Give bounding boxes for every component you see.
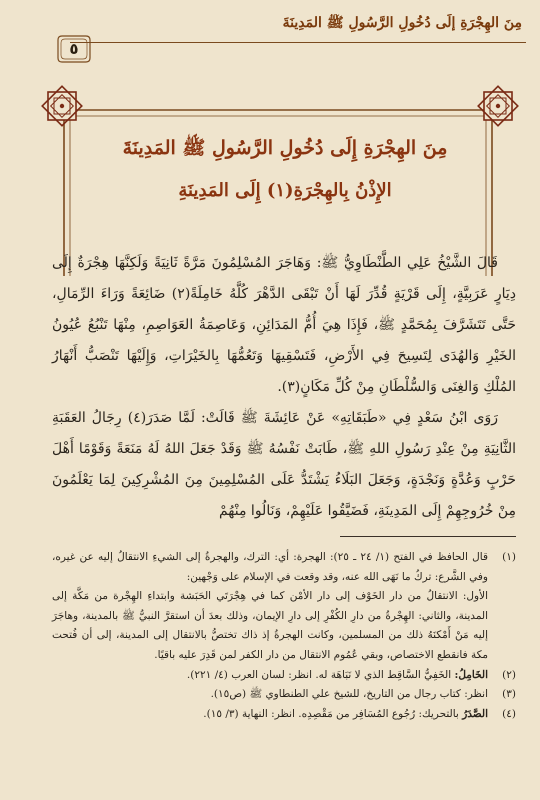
- footnotes: [52, 548, 516, 724]
- chapter-title: مِنَ الهِجْرَةِ إِلَى دُخُولِ الرَّسُولِ ﷺ المَدِينَةَ: [122, 137, 448, 159]
- page-number-badge: [56, 34, 92, 64]
- page-number: ٥: [69, 40, 79, 58]
- running-title: مِنَ الهِجْرَةِ إلَى دُخُولِ الرَّسُولِ ﷺ المَدِينَةَ: [282, 15, 522, 31]
- footnote-text: [52, 666, 488, 686]
- footnote-text: انظر: كتاب رجال من التاريخ، للشيخ علي الطنطاوي ﷺ (ص١٥).: [210, 688, 488, 701]
- footnote-separator: [340, 536, 516, 537]
- footnote-item: [52, 666, 516, 686]
- footnote-text: قال الحافظ في الفتح (١/ ٢٤ ـ ٢٥): الهجرة: أي: الترك، والهجرةُ إلى الشيءِ الانتقالُ إليه عن غيره، وفي الشَّرع: تركُ ما نَهَى الله عنه، وقد وقعت في الإسلام على وَجْهين:: [52, 551, 488, 583]
- footnote-item: [52, 548, 516, 587]
- main-text: [52, 248, 516, 527]
- footnote-term: الصَّدَرُ: [462, 707, 488, 720]
- footnote-number: (٤): [502, 707, 516, 720]
- footnote-number: (٣): [502, 688, 516, 701]
- footnote-text: [52, 705, 488, 725]
- footnote-definition: بالتحريك: رُجُوع المُسَافِر من مَقْصِدِه. انظر: النهاية (٣/ ١٥).: [203, 707, 463, 720]
- footnote-continuation: الأول: الانتقالُ من دار الخَوْف إلى دار الأمْن كما في هِجْرَتَي الحَبَشة وابتداءِ الهِجْرة من مَكَّة إلى المدينة، والثاني: الهِجْرةُ من دارِ الكُفْرِ إلى دارِ الإيمان، وذلك بعدَ أن استقرَّ النبيُّ ﷺ بالمدينة، وهاجَرَ إليه مَنْ أَمْكنَهُ ذلك من المسلمين، وكانت الهجرةُ إذ ذاك تختصُّ بالانتقال إلى المدينة، إلى أن فُتحت مكة فانقطع الاختصاص، وبقي عُمُوم الانتقال من دار الكفر لمن قَدِرَ عليه باقيًا.: [52, 590, 488, 661]
- footnote-number: (١): [502, 551, 516, 563]
- footnote-item: [52, 705, 516, 725]
- footnote-definition: الخَفِيُّ السَّاقِط الذي لا نَبَاهَة له. انظر: لسان العرب (٤/ ٢٢١).: [186, 668, 455, 681]
- section-title: الإِذْنُ بِالهِجْرَةِ(١) إِلَى المَدِينَةِ: [178, 180, 392, 201]
- body-paragraph: قَالَ الشَّيْخُ عَلِي الطَّنْطَاوِيُّ ﷺ: وَهَاجَرَ المُسْلِمُونَ مَرَّةً ثَانِيَةً وَلَكِنَّهَا هِجْرَةٌ إِلَى دِيَارٍ عَرَبِيَّةٍ، إِلَى قَرْيَةٍ قُدِّرَ لَهَا أَنْ تَبْقَى الدَّهْرَ كُلَّهُ خَامِلَةً(٢) ضَائِعَةً وَرَاءَ الرِّمَالِ، حَتَّى تَتَشَرَّفَ بِمُحَمَّدٍ ﷺ، فَإِذَا هِيَ أُمُّ المَدَائِنِ، وَعَاصِمَةُ العَوَاصِمِ، مِنْهَا تَنْبُعُ عُيُونُ الخَيْرِ وَالهُدَى لِتَسِيحَ فِي الأَرْضِ، فَتَسْقِيهَا وَتَعُمُّهَا بِالخَيْرَاتِ، وَإِلَيْهَا تَنْصَبُّ أَنْهَارُ المُلْكِ وَالغِنَى وَالسُّلْطَانِ مِنْ كُلِّ مَكَانٍ(٣).: [52, 255, 517, 395]
- footnote-term: الخَامِلُ:: [454, 668, 488, 681]
- footnote-item: [52, 685, 516, 705]
- body-paragraph: رَوَى ابْنُ سَعْدٍ فِي «طَبَقَاتِهِ» عَنْ عَائِشَةَ ﷺ قَالَتْ: لَمَّا صَدَرَ(٤) رِجَالُ العَقَبَةِ الثَّانِيَةِ مِنْ عِنْدِ رَسُولِ اللهِ ﷺ، طَابَتْ نَفْسُهُ ﷺ وَقَدْ جَعَلَ اللهُ لَهُ مَنَعَةً وَقَوْمًا أَهْلَ حَرْبٍ وَعُدَّةٍ وَنَجْدَةٍ، وَجَعَلَ البَلَاءُ يَشْتَدُّ عَلَى المُسْلِمِينَ مِنَ المُشْرِكِينَ لِمَا يَعْلَمُونَ مِنْ خُرُوجِهِمْ إِلَى المَدِينَةِ، فَضَيَّقُوا عَلَيْهِمْ، وَنَالُوا مِنْهُمْ: [52, 410, 516, 519]
- corner-star-ornament-right-icon: [476, 84, 520, 128]
- header-rule: [70, 42, 526, 43]
- footnote-number: (٢): [502, 668, 516, 681]
- corner-star-ornament-left-icon: [40, 84, 84, 128]
